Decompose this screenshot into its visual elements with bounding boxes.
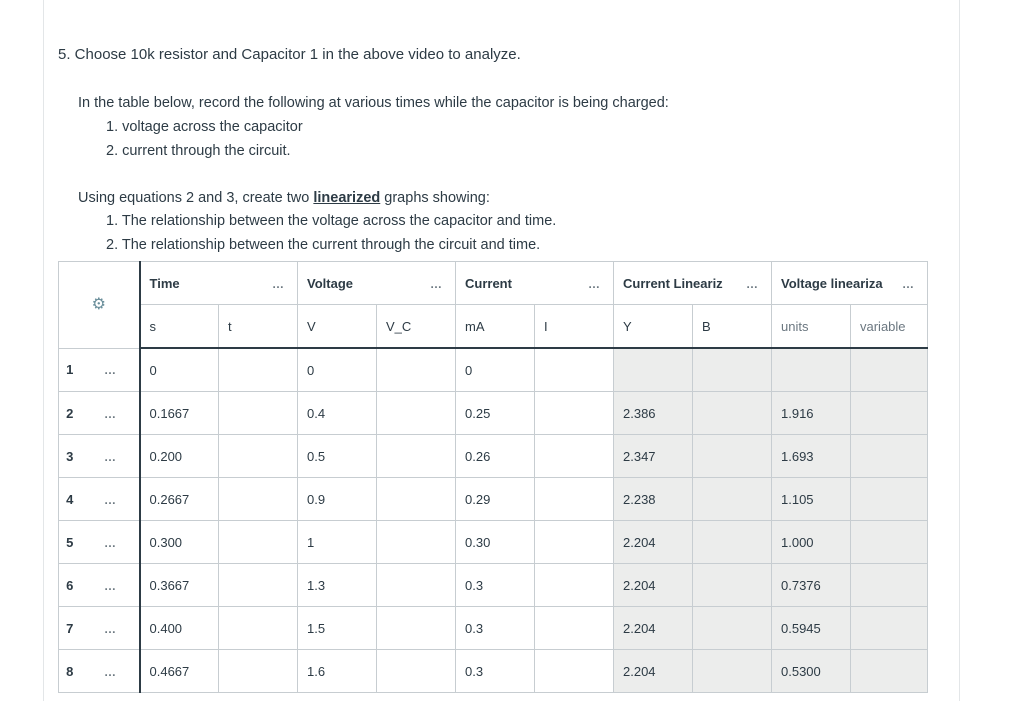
cell-current-linearized-b: [693, 435, 772, 478]
linearized-emphasis: linearized: [313, 190, 381, 206]
cell-current-linearized: 2.347: [614, 435, 693, 478]
column-header-row: [59, 262, 928, 305]
cell-voltage[interactable]: 0.4: [298, 392, 377, 435]
cell-current[interactable]: 0.3: [456, 650, 535, 693]
more-icon: …: [104, 406, 115, 421]
more-icon: …: [104, 664, 115, 679]
cell-voltage-vc[interactable]: [377, 650, 456, 693]
cell-current-i[interactable]: [535, 564, 614, 607]
cell-current-i[interactable]: [535, 348, 614, 392]
unit-cell[interactable]: variable: [851, 305, 928, 349]
row-number: 4: [59, 478, 81, 521]
table-instructions: In the table below, record the following at various times while the capacitor is being charged:: [78, 95, 669, 111]
table-body: [59, 348, 928, 693]
unit-cell[interactable]: Y: [614, 305, 693, 349]
table-instruction-item-1: 1. voltage across the capacitor: [106, 119, 303, 135]
cell-current-linearized: 2.386: [614, 392, 693, 435]
unit-cell[interactable]: mA: [456, 305, 535, 349]
cell-current-linearized: [614, 348, 693, 392]
row-number: 7: [59, 607, 81, 650]
unit-cell[interactable]: I: [535, 305, 614, 349]
row-number: 3: [59, 435, 81, 478]
cell-time-t[interactable]: [219, 478, 298, 521]
column-header-current[interactable]: Current: [456, 262, 535, 305]
cell-voltage-vc[interactable]: [377, 564, 456, 607]
row-number: 8: [59, 650, 81, 693]
cell-current-linearized: 2.204: [614, 650, 693, 693]
graph-instructions: [78, 190, 490, 206]
more-icon: …: [104, 621, 115, 636]
row-menu-button[interactable]: [81, 478, 140, 521]
cell-current-linearized-b: [693, 521, 772, 564]
cell-current-i[interactable]: [535, 435, 614, 478]
cell-voltage-linearized-var: [851, 521, 928, 564]
cell-voltage-linearized-var: [851, 607, 928, 650]
row-menu-button[interactable]: [81, 521, 140, 564]
more-icon: …: [104, 363, 115, 378]
cell-time-t[interactable]: [219, 564, 298, 607]
table-row: [59, 348, 928, 392]
cell-current-i[interactable]: [535, 392, 614, 435]
cell-time-t[interactable]: [219, 348, 298, 392]
cell-current-linearized: 2.238: [614, 478, 693, 521]
cell-time-t[interactable]: [219, 392, 298, 435]
cell-time[interactable]: 0.3667: [140, 564, 219, 607]
cell-voltage-linearized: 0.5300: [772, 650, 851, 693]
cell-time[interactable]: 0.200: [140, 435, 219, 478]
cell-voltage-linearized-var: [851, 392, 928, 435]
column-menu-current[interactable]: [535, 262, 614, 305]
cell-voltage[interactable]: 0.9: [298, 478, 377, 521]
more-icon: …: [902, 276, 913, 291]
cell-voltage-vc[interactable]: [377, 435, 456, 478]
unit-cell[interactable]: B: [693, 305, 772, 349]
column-menu-voltage[interactable]: [377, 262, 456, 305]
cell-time-t[interactable]: [219, 607, 298, 650]
cell-voltage-linearized: 0.5945: [772, 607, 851, 650]
graph-instruction-item-2: 2. The relationship between the current through the circuit and time.: [106, 237, 541, 253]
cell-time[interactable]: 0.300: [140, 521, 219, 564]
cell-current-linearized: 2.204: [614, 564, 693, 607]
cell-voltage-linearized: 1.693: [772, 435, 851, 478]
cell-current[interactable]: 0.29: [456, 478, 535, 521]
column-header-voltage[interactable]: Voltage: [298, 262, 377, 305]
cell-current-linearized-b: [693, 564, 772, 607]
cell-voltage-linearized: 1.916: [772, 392, 851, 435]
cell-current[interactable]: 0.26: [456, 435, 535, 478]
row-menu-button[interactable]: [81, 348, 140, 392]
unit-cell[interactable]: s: [140, 305, 219, 349]
table-row: [59, 650, 928, 693]
cell-current-linearized: 2.204: [614, 521, 693, 564]
column-menu-time[interactable]: [219, 262, 298, 305]
data-table: [58, 261, 928, 693]
column-header-time[interactable]: Time: [140, 262, 219, 305]
unit-cell[interactable]: t: [219, 305, 298, 349]
more-icon: …: [104, 535, 115, 550]
cell-voltage-vc[interactable]: [377, 607, 456, 650]
cell-voltage-linearized-var: [851, 435, 928, 478]
row-menu-button[interactable]: [81, 435, 140, 478]
question-title: 5. Choose 10k resistor and Capacitor 1 in the above video to analyze.: [58, 46, 521, 63]
more-icon: …: [430, 276, 441, 291]
table-row: [59, 607, 928, 650]
more-icon: …: [104, 449, 115, 464]
cell-time[interactable]: 0.2667: [140, 478, 219, 521]
cell-voltage-linearized: [772, 348, 851, 392]
cell-voltage-linearized-var: [851, 564, 928, 607]
cell-current-i[interactable]: [535, 478, 614, 521]
cell-time[interactable]: 0.4667: [140, 650, 219, 693]
table-row: [59, 564, 928, 607]
cell-voltage-linearized-var: [851, 478, 928, 521]
row-menu-button[interactable]: [81, 564, 140, 607]
more-icon: …: [104, 492, 115, 507]
graph-instructions-pre: Using equations 2 and 3, create two: [78, 190, 314, 206]
more-icon: …: [588, 276, 599, 291]
row-number: 2: [59, 392, 81, 435]
table-instruction-item-2: 2. current through the circuit.: [106, 143, 291, 159]
cell-voltage[interactable]: 0: [298, 348, 377, 392]
row-number: 1: [59, 348, 81, 392]
cell-voltage-linearized: 0.7376: [772, 564, 851, 607]
graph-instructions-post: graphs showing:: [380, 190, 490, 206]
table-row: [59, 478, 928, 521]
graph-instruction-item-1: 1. The relationship between the voltage across the capacitor and time.: [106, 213, 557, 229]
row-menu-button[interactable]: [81, 607, 140, 650]
cell-time[interactable]: 0.400: [140, 607, 219, 650]
cell-time[interactable]: 0: [140, 348, 219, 392]
cell-voltage[interactable]: 0.5: [298, 435, 377, 478]
cell-voltage[interactable]: 1.5: [298, 607, 377, 650]
column-header-current-linearized[interactable]: Current Lineariz: [614, 262, 693, 305]
unit-cell[interactable]: V: [298, 305, 377, 349]
cell-voltage-vc[interactable]: [377, 521, 456, 564]
cell-current-linearized-b: [693, 392, 772, 435]
cell-voltage[interactable]: 1.3: [298, 564, 377, 607]
cell-current[interactable]: 0.3: [456, 564, 535, 607]
table-row: [59, 392, 928, 435]
cell-current-linearized-b: [693, 607, 772, 650]
cell-current-i[interactable]: [535, 521, 614, 564]
cell-voltage-vc[interactable]: [377, 478, 456, 521]
cell-current-i[interactable]: [535, 607, 614, 650]
column-header-voltage-linearized[interactable]: Voltage lineariza: [772, 262, 851, 305]
cell-time-t[interactable]: [219, 650, 298, 693]
cell-voltage-linearized: 1.105: [772, 478, 851, 521]
unit-cell[interactable]: V_C: [377, 305, 456, 349]
cell-current-linearized: 2.204: [614, 607, 693, 650]
cell-time[interactable]: 0.1667: [140, 392, 219, 435]
cell-current-linearized-b: [693, 348, 772, 392]
cell-current[interactable]: 0.3: [456, 607, 535, 650]
cell-voltage[interactable]: 1: [298, 521, 377, 564]
units-row: [59, 305, 928, 349]
cell-current[interactable]: 0: [456, 348, 535, 392]
cell-voltage-linearized: 1.000: [772, 521, 851, 564]
table-settings-button[interactable]: [59, 262, 140, 349]
cell-current[interactable]: 0.25: [456, 392, 535, 435]
unit-cell[interactable]: units: [772, 305, 851, 349]
more-icon: …: [104, 578, 115, 593]
more-icon: …: [746, 276, 757, 291]
more-icon: …: [272, 276, 283, 291]
cell-time-t[interactable]: [219, 435, 298, 478]
row-menu-button[interactable]: [81, 650, 140, 693]
gear-icon: ⚙: [91, 295, 106, 313]
cell-time-t[interactable]: [219, 521, 298, 564]
cell-current-i[interactable]: [535, 650, 614, 693]
cell-voltage-vc[interactable]: [377, 392, 456, 435]
table-row: [59, 521, 928, 564]
table-row: [59, 435, 928, 478]
row-menu-button[interactable]: [81, 392, 140, 435]
cell-voltage-vc[interactable]: [377, 348, 456, 392]
row-number: 5: [59, 521, 81, 564]
cell-voltage[interactable]: 1.6: [298, 650, 377, 693]
cell-voltage-linearized-var: [851, 348, 928, 392]
row-number: 6: [59, 564, 81, 607]
cell-voltage-linearized-var: [851, 650, 928, 693]
cell-current-linearized-b: [693, 650, 772, 693]
cell-current[interactable]: 0.30: [456, 521, 535, 564]
cell-current-linearized-b: [693, 478, 772, 521]
